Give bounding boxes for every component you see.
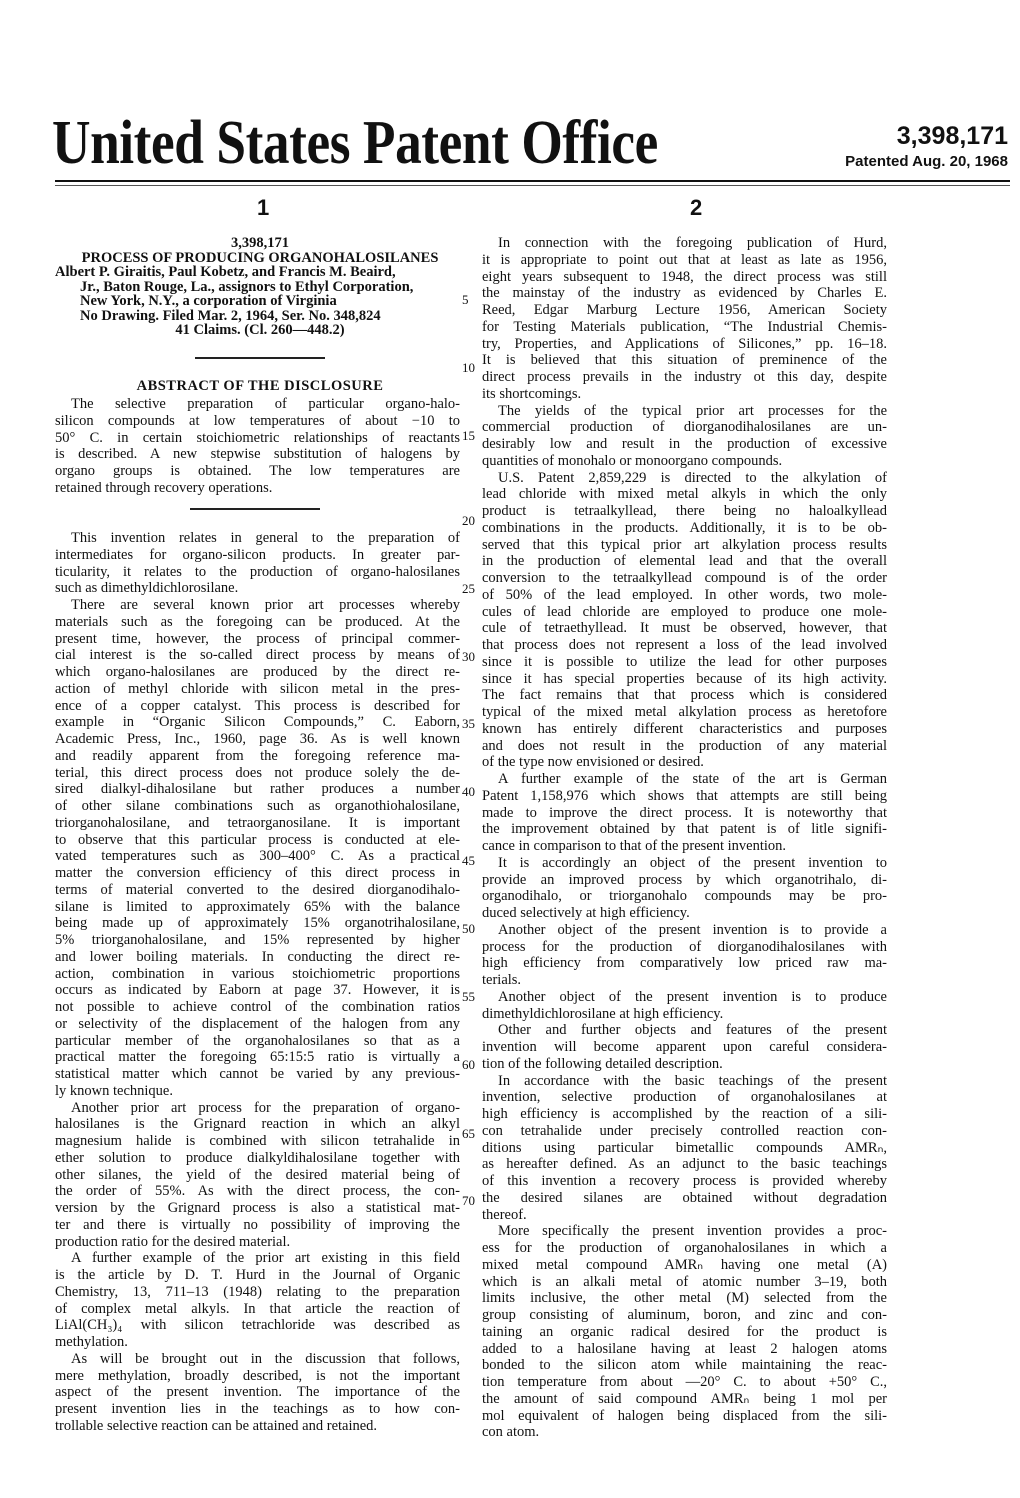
line-number: 50 [462, 921, 475, 936]
patent-number: 3,398,171 [896, 122, 1008, 150]
paragraph [482, 855, 887, 922]
text-line: the amount of said compound AMRₙ being 1 mol per [482, 1390, 887, 1407]
text-line: is described. A new stepwise substitution of halogens by [55, 446, 460, 463]
left-column [55, 530, 460, 1435]
text-line: 5% triorganohalosilane, and 15% represented by higher [55, 932, 460, 948]
text-line: ence of a copper catalyst. This process is described for [55, 697, 460, 714]
line-number: 70 [462, 1193, 475, 1208]
text-line: process for the production of diorganodihalosilanes with [482, 938, 887, 955]
text-line: taining an organic radical desired for the product is [482, 1323, 887, 1340]
text-line: for Testing Materials publication, “The Industrial Chemis- [482, 318, 887, 335]
text-line: made to improve the direct process. It is noteworthy that [482, 804, 887, 821]
text-line: In accordance with the basic teachings of the present [498, 1072, 887, 1089]
text-line: Patent 1,158,976 which shows that attempts are still being [482, 787, 887, 804]
text-line: cule of tetraethyllead. It must be observed, however, that [482, 620, 887, 637]
text-line: It is accordingly an object of the present invention to [498, 854, 887, 871]
text-line: Another object of the present invention is to produce [498, 988, 887, 1005]
text-line: con atom. [482, 1424, 540, 1441]
text-line: invention, selective production of organohalosilanes at [482, 1089, 887, 1106]
paragraph [482, 771, 887, 855]
text-line: ticularity, it relates to the production of organo-halosilanes [55, 563, 460, 580]
text-line: of complex metal alkyls. In that article the reaction of [55, 1300, 460, 1317]
text-line: since it has special properties because of its high activity. [482, 670, 887, 687]
text-line: tion of the following detailed description. [482, 1055, 723, 1072]
text-line: In connection with the foregoing publication of Hurd, [498, 235, 887, 251]
text-line: materials such as the foregoing can be produced. At the [55, 613, 460, 630]
text-line: statistical matter which cannot be varied by any previous- [55, 1066, 460, 1082]
text-line: added to a halosilane having at least 2 halogen atoms [482, 1340, 887, 1357]
text-line: commercial production of diorganodihalosilanes are un- [482, 419, 887, 436]
line-number: 60 [462, 1057, 475, 1072]
header-rule [55, 180, 1010, 182]
text-line: sired dialkyl-dihalosilane but rather produces a number [55, 781, 460, 798]
text-line: combinations in the products. Additionally, it is to be ob- [482, 519, 887, 536]
text-line: practical matter the foregoing 65:15:5 ratio is virtually a [55, 1049, 460, 1066]
text-line: invention will become apparent upon careful considera- [482, 1039, 887, 1055]
text-line: occurs as indicated by Eaborn at page 37. However, it is [55, 982, 460, 999]
text-line: or selectivity of the displacement of the halogen from any [55, 1015, 460, 1032]
text-line: LiAl(CH₃)₄ with silicon tetrachloride was described as [55, 1317, 460, 1334]
text-line: high efficiency is accomplished by the reaction of a sili- [482, 1106, 887, 1122]
text-line: of the type now envisioned or desired. [482, 754, 704, 771]
paragraph [482, 235, 887, 403]
text-line: cance in comparison to that of the present invention. [482, 838, 787, 854]
text-line: A further example of the state of the art is German [498, 771, 887, 787]
paragraph [482, 1223, 887, 1441]
text-line: the desired silanes are obtained without degradation [482, 1189, 887, 1206]
text-line: known has entirely different characteristics and purposes [482, 720, 887, 737]
column-number-left: 1 [257, 195, 270, 220]
text-line: ess for the production of organohalosilanes in which a [482, 1240, 887, 1256]
text-line: mere methylation, broadly described, is not the important [55, 1367, 460, 1384]
text-line: Another prior art process for the preparation of organo- [71, 1099, 460, 1116]
text-line: duced selectively at high efficiency. [482, 905, 690, 921]
text-line: action, combination in various stoichiometric proportions [55, 965, 460, 982]
text-line: silicon compounds at low temperatures of about −10 to [55, 412, 460, 429]
text-line: present invention lies in the teachings as to how con- [55, 1401, 460, 1417]
text-line: is the article by D. T. Hurd in the Journal of Organic [55, 1267, 460, 1283]
text-line: as hereafter defined. As an adjunct to the basic teachings [482, 1156, 887, 1173]
text-line: lead chloride with mixed metal alkyls in which the only [482, 486, 887, 503]
text-line: the order of 55%. As with the direct process, the con- [55, 1183, 460, 1200]
text-line: being made up of approximately 15% organotrihalosilane, [55, 915, 460, 932]
text-line: ly known technique. [55, 1082, 173, 1099]
text-line: served that this typical prior art alkylation process results [482, 536, 887, 553]
text-line: since it is possible to utilize the lead for other purposes [482, 653, 887, 670]
text-line: of 50% of the lead employed. In other words, two mole- [482, 586, 887, 603]
text-line: typical of the mixed metal alkylation process as heretofore [482, 704, 887, 720]
header-rule-thin [55, 185, 1010, 186]
text-line: terial, this direct process does not produce solely the de- [55, 764, 460, 781]
text-line: matter the conversion efficiency of this direct process in [55, 865, 460, 881]
text-line: of other silane combinations such as organothiohalosilane, [55, 798, 460, 814]
abstract-body [55, 396, 460, 497]
text-line: and readily apparent from the foregoing reference ma- [55, 747, 460, 764]
text-line: present time, however, the process of principal commer- [55, 630, 460, 647]
text-line: The selective preparation of particular organo-halo- [71, 396, 460, 412]
text-line: terms of material converted to the desired diorganodihalo- [55, 881, 460, 898]
text-line: and does not result in the production of any material [482, 737, 887, 754]
paragraph [482, 989, 887, 1023]
text-line: Another object of the present invention is to provide a [498, 921, 887, 938]
text-line: the improvement obtained by that patent is of litle signifi- [482, 821, 887, 838]
text-line: It is believed that this situation of preminence of the [482, 352, 887, 369]
text-line: eight years subsequent to 1948, the direct process was still [482, 268, 887, 285]
paragraph [55, 1351, 460, 1435]
patent-title: PROCESS OF PRODUCING ORGANOHALOSILANES [81, 249, 439, 266]
inventors-line-1: Albert P. Giraitis, Paul Kobetz, and Francis M. Beaird, [55, 264, 396, 280]
text-line: triorganohalosilane, and tetraorganosilane. It is important [55, 814, 460, 831]
text-line: product is tetraalkyllead, there being no haloalkyllead [482, 503, 887, 519]
text-line: try, Properties, and Applications of Silicones,” pp. 16–18. [482, 335, 887, 352]
line-number: 5 [462, 292, 469, 307]
text-line: magnesium halide is combined with silicon tetrahalide in [55, 1133, 460, 1149]
text-line: desirably low and result in the production of excessive [482, 436, 887, 452]
line-number: 15 [462, 428, 475, 443]
text-line: trollable selective reaction can be attained and retained. [55, 1417, 378, 1434]
text-line: cial interest is the so-called direct process by means of [55, 647, 460, 664]
paragraph [55, 530, 460, 597]
text-line: particular member of the organohalosilanes so that as a [55, 1032, 460, 1049]
paragraph [482, 403, 887, 470]
paragraph [55, 396, 460, 497]
claims-info: 41 Claims. (Cl. 260—448.2) [175, 322, 345, 338]
text-line: the mainstay of the industry as evidenced by Charles E. [482, 285, 887, 302]
line-number: 10 [462, 360, 475, 375]
text-line: it is appropriate to point out that at least as late as 1956, [482, 251, 887, 268]
text-line: ter and there is virtually no possibility of improving the [55, 1216, 460, 1233]
paragraph [55, 1100, 460, 1251]
text-line: The fact remains that that process which is considered [482, 687, 887, 704]
paragraph [55, 1250, 460, 1351]
text-line: action of methyl chloride with silicon metal in the pres- [55, 680, 460, 697]
text-line: Chemistry, 13, 711–13 (1948) relating to the preparation [55, 1283, 460, 1300]
paragraph [482, 1073, 887, 1224]
text-line: halosilanes is the Grignard reaction in which an alkyl [55, 1116, 460, 1133]
text-line: ether solution to produce dialkyldihalosilane together with [55, 1149, 460, 1166]
inventors-line-2: Jr., Baton Rouge, La., assignors to Ethyl Corporation, [80, 278, 414, 295]
text-line: Academic Press, Inc., 1960, page 36. As is well known [55, 731, 460, 747]
text-line: conversion to the tetraalkyllead compound is of the order [482, 570, 887, 586]
line-number: 45 [462, 853, 475, 868]
text-line: to observe that this particular process is conducted at ele- [55, 831, 460, 848]
text-line: example in “Organic Silicon Compounds,” C. Eaborn, [55, 714, 460, 731]
text-line: intermediates for organo-silicon products. In greater par- [55, 546, 460, 563]
text-line: thereof. [482, 1206, 527, 1223]
text-line: U.S. Patent 2,859,229 is directed to the alkylation of [498, 469, 887, 486]
text-line: The yields of the typical prior art processes for the [498, 402, 887, 419]
office-title: United States Patent Office [52, 109, 658, 177]
text-line: production ratio for the desired material. [55, 1233, 291, 1250]
inventors-line-3: New York, N.Y., a corporation of Virginia [80, 293, 337, 309]
text-line: silane is limited to approximately 65% with the balance [55, 898, 460, 915]
section-rule [195, 357, 325, 359]
text-line: con tetrahalide under precisely controlled reaction con- [482, 1122, 887, 1139]
text-line: retained through recovery operations. [55, 479, 273, 496]
text-line: provide an improved process by which organotrihalo, di- [482, 871, 887, 888]
text-line: its shortcomings. [482, 385, 582, 402]
line-number: 30 [462, 649, 475, 664]
text-line: methylation. [55, 1334, 128, 1350]
front-matter [55, 236, 465, 338]
paragraph [482, 922, 887, 989]
text-line: not possible to achieve control of the combination ratios [55, 999, 460, 1015]
line-number: 35 [462, 716, 475, 731]
text-line: dimethyldichlorosilane at high efficiency. [482, 1005, 724, 1022]
text-line: tion temperature from about —20° C. to about +50° C., [482, 1374, 887, 1390]
line-number: 20 [462, 513, 475, 528]
line-number: 25 [462, 581, 475, 596]
paragraph [482, 1022, 887, 1072]
text-line: direct process prevails in the industry ot this day, despite [482, 369, 887, 385]
text-line: 50° C. in certain stoichiometric relationships of reactants [55, 429, 460, 446]
text-line: of this invention a recovery process is provided whereby [482, 1173, 887, 1189]
front-patent-number: 3,398,171 [231, 235, 289, 251]
text-line: mol equivalent of halogen being displaced from the sili- [482, 1407, 887, 1424]
text-line: which organo-halosilanes are produced by the direct re- [55, 664, 460, 680]
text-line: vated temperatures such as 300–400° C. As a practical [55, 848, 460, 865]
paragraph [482, 470, 887, 772]
filing-info: No Drawing. Filed Mar. 2, 1964, Ser. No. 348,824 [80, 307, 381, 324]
text-line: A further example of the prior art existing in this field [71, 1250, 460, 1267]
text-line: mixed metal compound AMRₙ having one metal (A) [482, 1256, 887, 1273]
text-line: which is an alkali metal of atomic number 3–19, both [482, 1273, 887, 1290]
text-line: Reed, Edgar Marburg Lecture 1956, American Society [482, 302, 887, 318]
abstract-rule [190, 508, 320, 510]
line-number: 40 [462, 784, 475, 799]
text-line: bonded to the silicon atom while maintaining the reac- [482, 1357, 887, 1374]
text-line: quantities of monohalo or monoorgano compounds. [482, 452, 783, 469]
line-number: 55 [462, 989, 475, 1004]
right-column [482, 235, 887, 1441]
line-number: 65 [462, 1126, 475, 1141]
text-line: ditions using particular bimetallic compounds AMRₙ, [482, 1139, 887, 1156]
text-line: in the production of elemental lead and that the overall [482, 553, 887, 570]
text-line: limits inclusive, the other metal (M) selected from the [482, 1290, 887, 1307]
text-line: version by the Grignard process is also a statistical mat- [55, 1200, 460, 1216]
text-line: More specifically the present invention provides a proc- [498, 1223, 887, 1240]
column-number-right: 2 [690, 195, 703, 220]
text-line: and lower boiling materials. In conducting the direct re- [55, 948, 460, 965]
text-line: There are several known prior art processes whereby [71, 597, 460, 613]
text-line: cules of lead chloride are employed to produce one mole- [482, 603, 887, 620]
text-line: such as dimethyldichlorosilane. [55, 580, 239, 597]
text-line: Other and further objects and features of the present [498, 1022, 887, 1039]
patented-date: Patented Aug. 20, 1968 [845, 153, 1008, 170]
text-line: group consisting of aluminum, boron, and zinc and con- [482, 1307, 887, 1323]
abstract-heading: ABSTRACT OF THE DISCLOSURE [136, 378, 384, 394]
text-line: This invention relates in general to the preparation of [71, 530, 460, 546]
text-line: aspect of the present invention. The importance of the [55, 1384, 460, 1401]
text-line: organo groups is obtained. The low temperatures are [55, 463, 460, 479]
text-line: high efficiency from comparatively low priced raw ma- [482, 955, 887, 972]
paragraph [55, 597, 460, 1100]
text-line: organodihalo, or triorganohalo compounds may be pro- [482, 888, 887, 905]
text-line: other silanes, the yield of the desired material being of [55, 1166, 460, 1183]
text-line: As will be brought out in the discussion that follows, [71, 1350, 460, 1367]
text-line: that process does not represent a loss of the lead involved [482, 637, 887, 653]
text-line: terials. [482, 972, 522, 988]
